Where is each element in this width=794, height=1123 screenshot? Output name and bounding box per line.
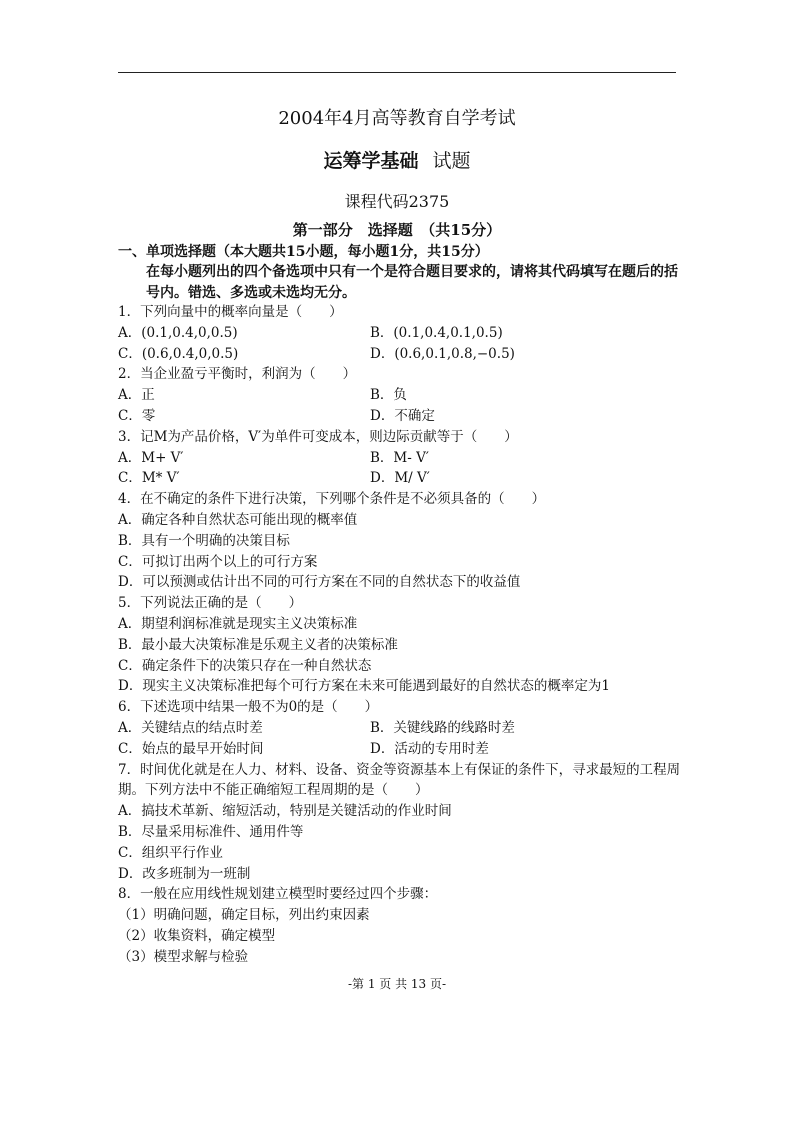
question-list bbox=[118, 302, 688, 968]
question-2-options-cd bbox=[118, 406, 688, 427]
question-6-options-ab bbox=[118, 718, 688, 739]
subject-name: 运筹学基础 bbox=[323, 150, 419, 172]
question-5-stem: 5．下列说法正确的是（ ） bbox=[118, 595, 303, 612]
subject-suffix: 试题 bbox=[432, 150, 471, 172]
question-1-options-cd bbox=[118, 344, 688, 365]
question-7-stem: 7．时间优化就是在人力、材料、设备、资金等资源基本上有保证的条件下，寻求最短的工程周期。下列方法中不能正确缩短工程周期的是（ ） bbox=[118, 761, 681, 799]
option-b: B．M- V′ bbox=[370, 449, 429, 466]
option-c: C．始点的最早开始时间 bbox=[118, 740, 264, 757]
question-2-options-ab bbox=[118, 385, 688, 406]
question-4-stem: 4．在不确定的条件下进行决策，下列哪个条件是不必须具备的（ ） bbox=[118, 491, 546, 508]
option-b: B．最小最大决策标准是乐观主义者的决策标准 bbox=[118, 636, 398, 653]
question-3-stem: 3．记M为产品价格，V′为单件可变成本，则边际贡献等于（ ） bbox=[118, 428, 518, 445]
option-c: C．组织平行作业 bbox=[118, 844, 223, 861]
option-c: C．确定条件下的决策只存在一种自然状态 bbox=[118, 657, 372, 674]
step-1: （1）明确问题，确定目标，列出约束因素 bbox=[118, 907, 370, 924]
part-heading: 第一部分 选择题 （共15分） bbox=[292, 221, 502, 239]
option-d: D．(0.6,0.1,0.8,−0.5) bbox=[370, 345, 515, 362]
option-d: D．不确定 bbox=[370, 407, 435, 424]
option-a: A．搞技术革新、缩短活动，特别是关键活动的作业时间 bbox=[118, 803, 452, 820]
option-d: D．活动的专用时差 bbox=[370, 740, 489, 757]
step-2: （2）收集资料，确定模型 bbox=[118, 927, 276, 944]
option-b: B．尽量采用标准件、通用件等 bbox=[118, 823, 304, 840]
option-a: A．M+ V′ bbox=[118, 449, 184, 466]
subject-title bbox=[0, 146, 794, 173]
page-footer: -第 1 页 共 13 页- bbox=[347, 977, 447, 991]
question-2-stem: 2．当企业盈亏平衡时，利润为（ ） bbox=[118, 366, 357, 383]
exam-title: 2004年4月高等教育自学考试 bbox=[278, 108, 516, 129]
option-a: A．关键结点的结点时差 bbox=[118, 719, 263, 736]
option-c: C．零 bbox=[118, 407, 156, 424]
option-d: D．改多班制为一班制 bbox=[118, 865, 251, 882]
option-c: C．可拟订出两个以上的可行方案 bbox=[118, 553, 318, 570]
question-8-stem: 8．一般在应用线性规划建立模型时要经过四个步骤： bbox=[118, 886, 438, 903]
option-b: B．负 bbox=[370, 387, 407, 404]
section-instruction: 在每小题列出的四个备选项中只有一个是符合题目要求的，请将其代码填写在题后的括号内。错选、多选或未选均无分。 bbox=[146, 264, 678, 301]
question-1-stem: 1．下列向量中的概率向量是（ ） bbox=[118, 304, 343, 320]
course-code: 课程代码2375 bbox=[344, 192, 450, 211]
question-6-options-cd bbox=[118, 739, 688, 760]
section-heading: 一、单项选择题（本大题共15小题，每小题1分，共15分） bbox=[118, 244, 489, 260]
top-rule bbox=[118, 72, 676, 73]
option-c: C．M* V′ bbox=[118, 470, 180, 487]
option-a: A．期望利润标准就是现实主义决策标准 bbox=[118, 615, 358, 632]
question-3-options-ab bbox=[118, 448, 688, 469]
question-1-options-ab bbox=[118, 323, 688, 344]
option-c: C．(0.6,0.4,0,0.5) bbox=[118, 345, 239, 362]
option-a: A．正 bbox=[118, 387, 155, 404]
option-a: A．确定各种自然状态可能出现的概率值 bbox=[118, 511, 358, 528]
option-d: D．现实主义决策标准把每个可行方案在未来可能遇到最好的自然状态的概率定为1 bbox=[118, 678, 610, 695]
option-b: B．(0.1,0.4,0.1,0.5) bbox=[370, 324, 503, 341]
option-b: B．关键线路的线路时差 bbox=[370, 719, 515, 736]
option-a: A．(0.1,0.4,0,0.5) bbox=[118, 324, 238, 341]
question-6-stem: 6．下述选项中结果一般不为0的是（ ） bbox=[118, 699, 379, 716]
step-3: （3）模型求解与检验 bbox=[118, 948, 249, 965]
option-b: B．具有一个明确的决策目标 bbox=[118, 532, 290, 549]
option-d: D．可以预测或估计出不同的可行方案在不同的自然状态下的收益值 bbox=[118, 574, 521, 591]
question-3-options-cd bbox=[118, 468, 688, 489]
option-d: D．M/ V′ bbox=[370, 470, 430, 487]
